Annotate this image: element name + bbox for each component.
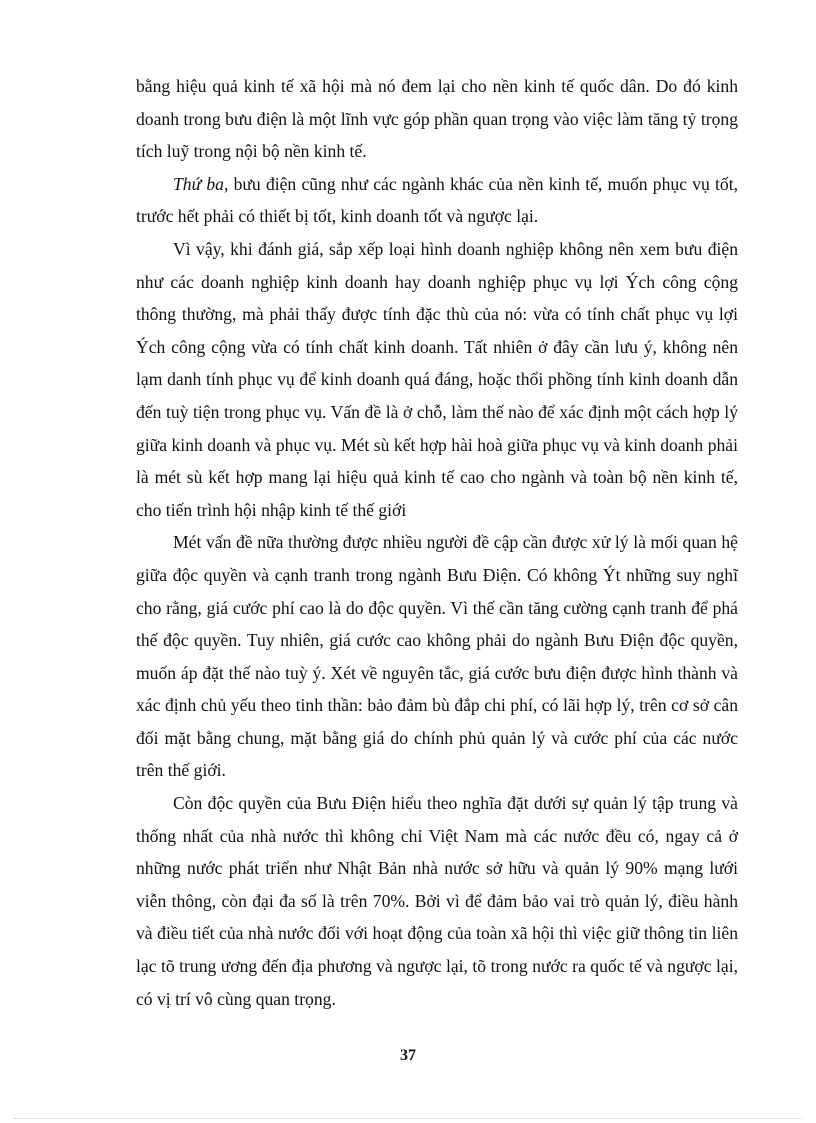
paragraph-3 [136,233,738,526]
paragraph-2 [136,168,738,233]
paragraph-1-text: bằng hiệu quả kinh tế xã hội mà nó đem lại cho nền kinh tế quốc dân. Do đó kinh doanh trong bưu điện là một lĩnh vực góp phần quan trọng vào việc làm tăng tỷ trọng tích luỹ trong nội bộ nền kinh tế. [136,76,738,162]
paragraph-1 [136,70,738,168]
page-bottom-divider [14,1118,802,1119]
paragraph-3-text: Vì vậy, khi đánh giá, sắp xếp loại hình doanh nghiệp không nên xem bưu điện như các doanh nghiệp kinh doanh hay doanh nghiệp phục vụ lợi Ých công cộng thông thường, mà phải thấy được tính đặc thù của nó: vừa có tính chất phục vụ lợi Ých công cộng vừa có tính chất kinh doanh. Tất nhiên ở đây cần lưu ý, không nên lạm danh tính phục vụ để kinh doanh quá đáng, hoặc thổi phồng tính kinh doanh dẫn đến tuỳ tiện trong phục vụ. Vấn đề là ở chỗ, làm thế nào để xác định một cách hợp lý giữa kinh doanh và phục vụ. Mét sù kết hợp hài hoà giữa phục vụ và kinh doanh phải là mét sù kết hợp mang lại hiệu quả kinh tế cao cho ngành và toàn bộ nền kinh tế, cho tiến trình hội nhập kinh tế thế giới [136,238,738,520]
body-text [136,70,738,1015]
page-number: 37 [400,1047,416,1064]
paragraph-4-text: Mét vấn đề nữa thường được nhiều người đề cập cần được xử lý là mối quan hệ giữa độc quyền và cạnh tranh trong ngành Bưu Điện. Có không Ýt những suy nghĩ cho rằng, giá cước phí cao là do độc quyền. Vì thế cần tăng cường cạnh tranh để phá thế độc quyền. Tuy nhiên, giá cước cao không phải do ngành Bưu Điện độc quyền, muốn áp đặt thế nào tuỳ ý. Xét về nguyên tắc, giá cước bưu điện được hình thành và xác định chủ yếu theo tinh thần: bảo đảm bù đắp chi phí, có lãi hợp lý, trên cơ sở cân đối mặt bằng chung, mặt bằng giá do chính phủ quản lý và cước phí của các nước trên thế giới. [136,532,738,781]
paragraph-5-text: Còn độc quyền của Bưu Điện hiểu theo nghĩa đặt dưới sự quản lý tập trung và thống nhất của nhà nước thì không chỉ Việt Nam mà các nước đều có, ngay cả ở những nước phát triển như Nhật Bản nhà nước sở hữu và quản lý 90% mạng lưới viễn thông, còn đại đa số là trên 70%. Bởi vì để đảm bảo vai trò quản lý, điều hành và điều tiết của nhà nước đối với hoạt động của toàn xã hội thì việc giữ thông tin liên lạc tõ trung ương đến địa phương và ngược lại, tõ trong nước ra quốc tế và ngược lại, có vị trí vô cùng quan trọng. [136,793,738,1009]
paragraph-5 [136,787,738,1015]
paragraph-4 [136,526,738,787]
paragraph-2-lead-italic: Thứ ba [173,173,224,194]
paragraph-2-text: , bưu điện cũng như các ngành khác của nền kinh tế, muốn phục vụ tốt, trước hết phải có thiết bị tốt, kinh doanh tốt và ngược lại. [136,173,738,227]
